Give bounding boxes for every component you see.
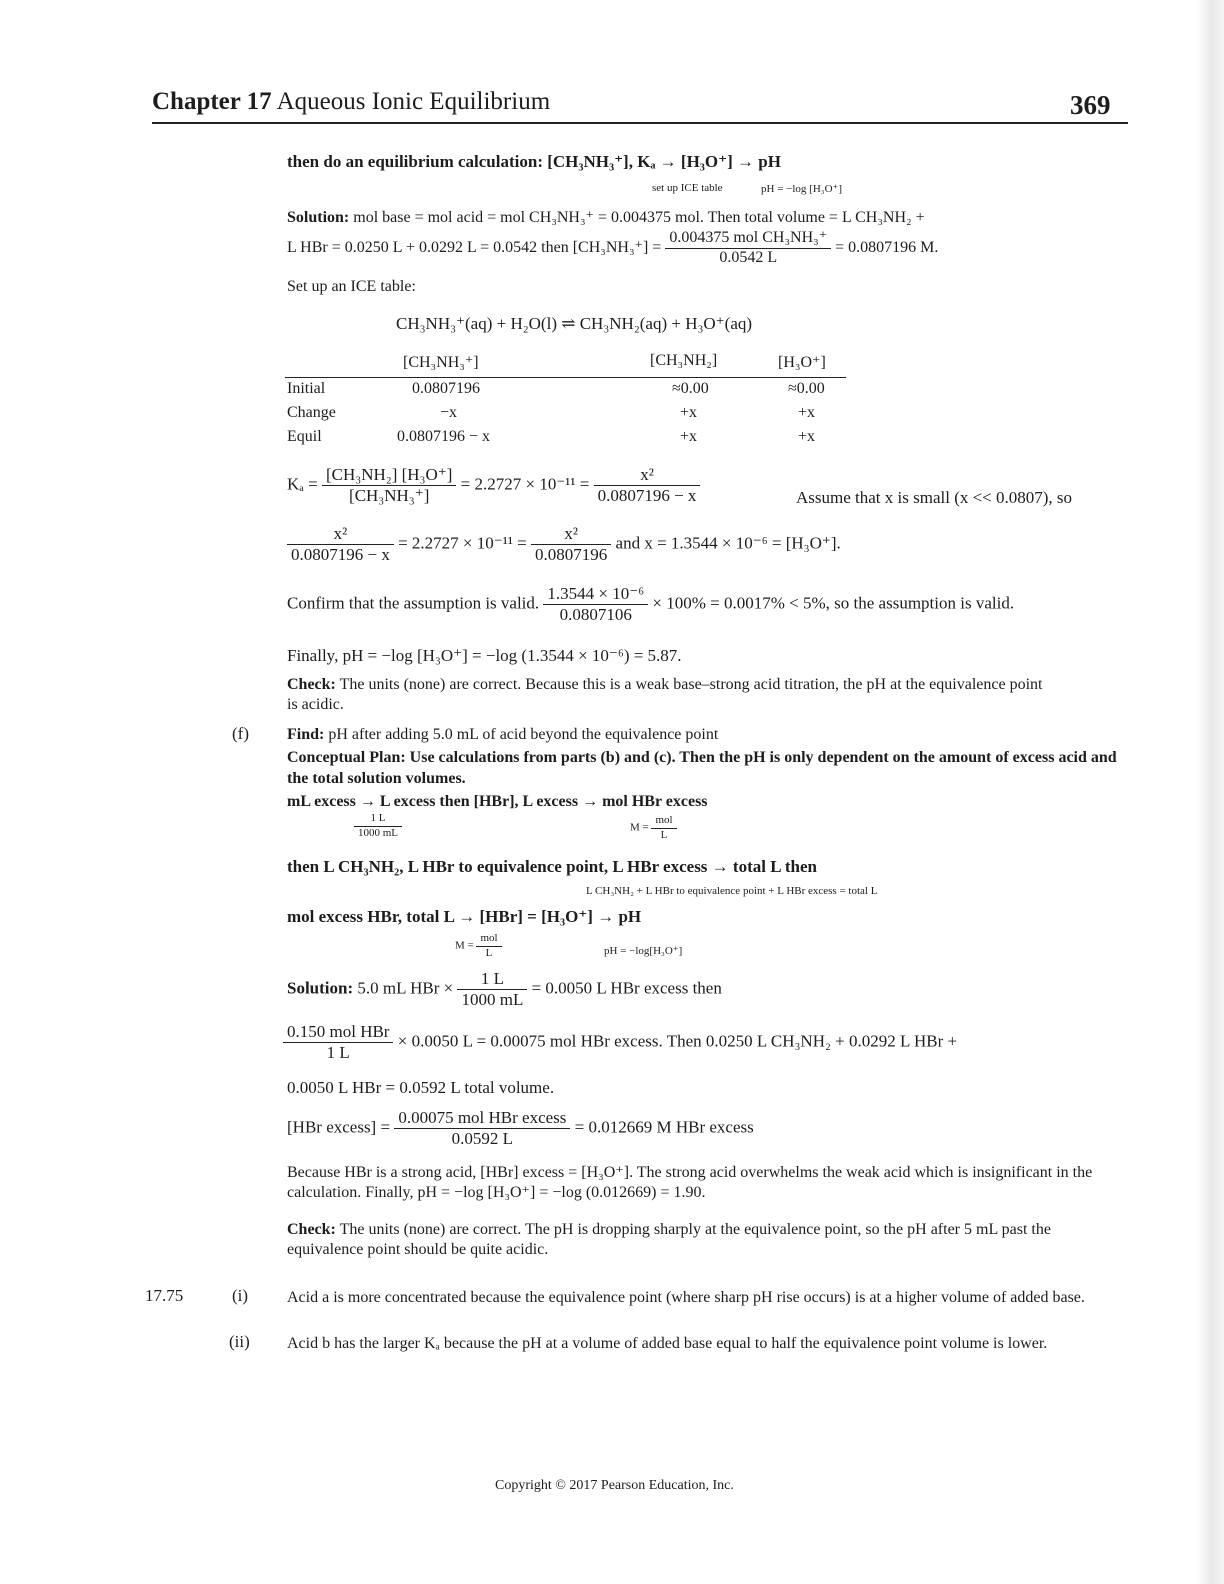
plan-sub-ph: pH = −log [H₃O⁺] [761, 183, 843, 195]
confirm-denominator: 0.0807106 [559, 604, 632, 624]
plan-sub-ice: set up ICE table [652, 182, 723, 194]
flow-3-sub-1-den: L [485, 946, 493, 959]
ka-value: = 2.2727 × 10⁻¹¹ = [460, 474, 590, 494]
flow-2-sub: L CH₃NH₂ + L HBr to equivalence point + L HBr excess = total L [586, 885, 878, 897]
ice-row-change-c1: −x [440, 404, 458, 421]
ice-intro: Set up an ICE table: [287, 278, 416, 295]
ka-denominator: [CH₃NH₃⁺] [349, 485, 430, 505]
ice-row-equil-c1: 0.0807196 − x [397, 428, 491, 445]
confirm-numerator: 1.3544 × 10⁻⁶ [543, 585, 648, 605]
conc-numerator: 0.004375 mol CH₃NH₃⁺ [665, 230, 831, 249]
hbr-numerator: 0.00075 mol HBr excess [394, 1109, 570, 1129]
conc-fraction [665, 230, 831, 267]
ice-row-initial-label: Initial [287, 380, 326, 397]
reaction-equation: CH₃NH₃⁺(aq) + H₂O(l) ⇌ CH₃NH₂(aq) + H₃O⁺(aq) [396, 314, 753, 333]
ice-row-equil-label: Equil [287, 428, 322, 445]
solution-f-den: 1000 mL [461, 989, 524, 1009]
ka-expression [287, 466, 700, 505]
copyright: Copyright © 2017 Pearson Education, Inc. [495, 1478, 734, 1493]
solution-line2 [287, 230, 938, 267]
confirm-expression [287, 585, 1014, 624]
flow-3-sub-1-fraction [476, 933, 501, 959]
solution-f-pre: 5.0 mL HBr × [357, 978, 454, 998]
strong-acid-text: Because HBr is a strong acid, [HBr] excess = [H₃O⁺]. The strong acid overwhelms the weak acid which is insignificant in the calculation. Finally, pH = −log [H₃O⁺] = −log (0.012669) = 1.90. [287, 1164, 1093, 1201]
part-f-marker: (f) [232, 724, 249, 743]
approx-mid: = 2.2727 × 10⁻¹¹ = [398, 533, 527, 553]
ice-row-equil-c3: +x [798, 428, 816, 445]
flow-1-sub-2-fraction [651, 815, 676, 841]
problem-item-1-marker: (i) [232, 1286, 249, 1305]
approx-fraction-1 [287, 525, 394, 564]
solution-f-post: = 0.0050 L HBr excess then [531, 978, 722, 998]
conc-denominator: 0.0542 L [719, 248, 778, 266]
solution-f-fraction [457, 970, 527, 1009]
chapter-header [152, 88, 550, 116]
mol-fraction [283, 1023, 393, 1062]
flow-3-sub-1-num: mol [476, 933, 501, 947]
check-f [287, 1220, 1127, 1260]
plan-line: then do an equilibrium calculation: [CH₃NH₃⁺], Kₐ → [H₃O⁺] → pH [287, 152, 781, 171]
page-number: 369 [1070, 90, 1111, 120]
ice-header-rule [285, 377, 846, 378]
solution-f [287, 970, 722, 1009]
ice-header-2: [CH₃NH₂] [650, 352, 718, 369]
ice-row-equil-c2: +x [680, 428, 698, 445]
conc-result: = 0.0807196 M. [835, 238, 939, 256]
ice-row-change-c3: +x [798, 404, 816, 421]
mol-post: × 0.0050 L = 0.00075 mol HBr excess. Then 0.0250 L CH₃NH₂ + 0.0292 L HBr + [397, 1031, 958, 1051]
ice-header-3: [H₃O⁺] [778, 354, 826, 371]
flow-1: mL excess → L excess then [HBr], L excess → mol HBr excess [287, 793, 708, 810]
flow-1-sub-1 [354, 813, 402, 839]
flow-1-sub-1-den: 1000 mL [358, 826, 399, 839]
mol-excess [283, 1023, 957, 1062]
flow-1-sub-2-den: L [660, 828, 668, 841]
ka-fraction [322, 466, 456, 505]
check-e [287, 675, 1047, 715]
hbr-excess [287, 1109, 754, 1148]
solution-f-label: Solution: [287, 978, 354, 998]
find-f [287, 726, 718, 744]
confirm-post: × 100% = 0.0017% < 5%, so the assumption is valid. [652, 593, 1015, 613]
find-label: Find: [287, 726, 325, 743]
flow-3-sub-1 [455, 933, 502, 959]
chapter-title: Aqueous Ionic Equilibrium [276, 88, 551, 115]
ice-row-initial-c2: ≈0.00 [672, 380, 709, 397]
ice-header-1: [CH₃NH₃⁺] [403, 354, 479, 371]
hbr-fraction [394, 1109, 570, 1148]
approx-expression [287, 525, 841, 564]
solution-text1: mol base = mol acid = mol CH₃NH₃⁺ = 0.004375 mol. Then total volume = L CH₃NH₂ + [353, 209, 925, 226]
ka-fraction-2 [594, 466, 701, 505]
problem-item-2-text: Acid b has the larger Kₐ because the pH at a volume of added base equal to half the equivalence point volume is lower. [287, 1335, 1048, 1352]
hbr-result: = 0.012669 M HBr excess [574, 1117, 754, 1137]
flow-3: mol excess HBr, total L → [HBr] = [H₃O⁺] → pH [287, 907, 642, 926]
flow-1-sub-1-num: 1 L [354, 813, 402, 827]
flow-1-sub-1-fraction [354, 813, 402, 839]
total-volume: 0.0050 L HBr = 0.0592 L total volume. [287, 1078, 555, 1097]
solution-f-num: 1 L [457, 970, 527, 990]
flow-3-sub-2: pH = −log[H₃O⁺] [604, 945, 683, 957]
confirm-fraction [543, 585, 648, 624]
check-f-label: Check: [287, 1221, 336, 1238]
chapter-label: Chapter 17 [152, 88, 272, 115]
find-text: pH after adding 5.0 mL of acid beyond the equivalence point [328, 726, 719, 743]
ice-row-change-label: Change [287, 404, 336, 421]
mol-denominator: 1 L [326, 1042, 350, 1062]
ice-row-initial-c3: ≈0.00 [788, 380, 825, 397]
problem-number: 17.75 [145, 1286, 184, 1305]
flow-3-sub-1-pre: M = [455, 939, 474, 952]
hbr-lhs: [HBr excess] = [287, 1117, 391, 1137]
final-ph: Finally, pH = −log [H₃O⁺] = −log (1.3544 × 10⁻⁶) = 5.87. [287, 646, 682, 665]
problem-item-2-marker: (ii) [229, 1332, 250, 1351]
check-f-text: The units (none) are correct. The pH is dropping sharply at the equivalence point, so the pH after 5 mL past the equivalence point should be quite acidic. [287, 1221, 1051, 1258]
flow-1-sub-2-num: mol [651, 815, 676, 829]
flow-2: then L CH₃NH₂, L HBr to equivalence point, L HBr excess → total L then [287, 857, 817, 876]
approx-fraction-2 [531, 525, 611, 564]
solution-label: Solution: [287, 209, 350, 226]
plan-f: Conceptual Plan: Use calculations from parts (b) and (c). Then the pH is only dependent on the amount of excess acid and the total solution volumes. [287, 749, 1117, 787]
problem-item-1-text: Acid a is more concentrated because the equivalence point (where sharp pH rise occurs) is at a higher volume of added base. [287, 1289, 1085, 1306]
mol-numerator: 0.150 mol HBr [283, 1023, 393, 1043]
ka-numerator: [CH₃NH₂] [H₃O⁺] [322, 466, 456, 486]
approx-numerator-1: x² [287, 525, 394, 545]
ice-row-initial-c1: 0.0807196 [412, 380, 480, 397]
ice-row-change-c2: +x [680, 404, 698, 421]
approx-numerator-2: x² [531, 525, 611, 545]
solution-line1 [287, 207, 925, 227]
ka-lhs: Kₐ = [287, 474, 318, 494]
header-rule [152, 122, 1128, 124]
solution-text2: L HBr = 0.0250 L + 0.0292 L = 0.0542 then [CH₃NH₃⁺] = [287, 238, 662, 256]
approx-result: and x = 1.3544 × 10⁻⁶ = [H₃O⁺]. [615, 533, 841, 553]
flow-1-sub-2-pre: M = [630, 821, 649, 834]
page-gutter-shadow [1196, 0, 1224, 1584]
confirm-pre: Confirm that the assumption is valid. [287, 593, 540, 613]
approx-denominator-2: 0.0807196 [535, 544, 608, 564]
hbr-denominator: 0.0592 L [451, 1128, 514, 1148]
approx-denominator-1: 0.0807196 − x [291, 544, 390, 564]
flow-1-sub-2 [630, 815, 677, 841]
assume-text: Assume that x is small (x << 0.0807), so [796, 488, 1073, 507]
check-e-label: Check: [287, 676, 336, 693]
ka-numerator-2: x² [594, 466, 701, 486]
ka-denominator-2: 0.0807196 − x [597, 485, 697, 505]
check-e-text: The units (none) are correct. Because this is a weak base–strong acid titration, the pH at the equivalence point is acidic. [287, 676, 1043, 713]
